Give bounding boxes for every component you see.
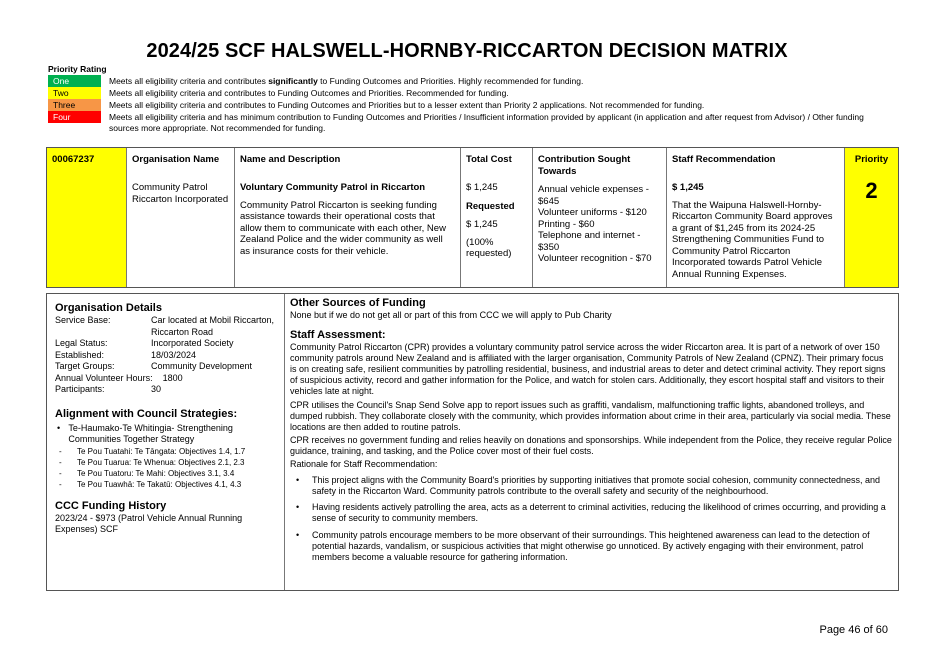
rating-desc-one: Meets all eligibility criteria and contributes significantly to Funding Outcomes and Priorities. Highly recommended for funding. — [109, 76, 584, 86]
rating-row-one — [48, 75, 879, 87]
funding-history-text: 2023/24 - $973 (Patrol Vehicle Annual Running Expenses) SCF — [55, 512, 243, 534]
staff-recommendation-text: That the Waipuna Halswell-Hornby-Riccarton Community Board approves a grant of $1,245 from its 2024-25 Strengthening Communities Fund to Community Patrol Riccarton Incorporated towards Patrol Vehicle Annual Running Expenses. — [672, 199, 833, 280]
staff-recommendation-cell — [667, 148, 845, 287]
priority-value: 2 — [865, 178, 878, 203]
staff-recommendation-header: Staff Recommendation — [672, 154, 776, 165]
organisation-name: Community Patrol Riccarton Incorporated — [132, 182, 229, 205]
contribution-list — [538, 184, 661, 265]
rating-row-four — [48, 111, 879, 134]
funding-history-heading: CCC Funding History — [55, 499, 167, 512]
priority-cell — [845, 148, 898, 287]
other-sources-heading: Other Sources of Funding — [290, 297, 426, 309]
name-description-header: Name and Description — [240, 154, 341, 165]
assessment-column — [285, 294, 898, 590]
staff-assessment-heading: Staff Assessment: — [290, 329, 386, 342]
detail-row: Participants: 30 — [55, 384, 162, 394]
contribution-item: Annual vehicle expenses - $645 — [538, 184, 649, 207]
organisation-cell — [127, 148, 235, 287]
rating-swatch-four: Four — [48, 111, 101, 123]
contribution-item: Volunteer recognition - $70 — [538, 253, 652, 264]
strategies-heading: Alignment with Council Strategies: — [55, 407, 238, 420]
other-sources-text: None but if we do not get all or part of this from CCC we will apply to Pub Charity — [290, 310, 612, 320]
detail-row: Legal Status: Incorporated Society — [55, 338, 234, 348]
rationale-bullet: • Having residents actively patrolling the area, acts as a deterrent to criminal activities, reducing the likelihood of crimes occurring, and providing a sense of security to community members. — [296, 502, 886, 524]
priority-header: Priority — [854, 154, 889, 165]
detail-row: Established: 18/03/2024 — [55, 349, 197, 360]
strategy-item: - Te Pou Tuarua: Te Whenua: Objectives 2.1, 2.3 — [59, 457, 245, 467]
rationale-bullet: • Community patrols encourage members to be more observant of their surroundings. This heightened awareness can lead to the detection of potential hazards, vandalism, or suspicious activities that might otherwise go unnoticed. By actively engaging with their environment, patrol members become a valuable resource for gathering information. — [296, 529, 870, 562]
rating-swatch-two: Two — [48, 87, 101, 99]
total-cost-cell — [461, 148, 533, 287]
contribution-item: Printing - $60 — [538, 218, 595, 230]
contribution-cell — [533, 148, 667, 287]
assessment-paragraph: CPR utilises the Council's Snap Send Solve app to report issues such as graffiti, vandalism, malfunctioning traffic lights, abandoned trolleys, and dumped rubbish. They collaborate closely with the community, which provides information about crime in their area, particularly via social media. These locations are then added to routine patrols. — [290, 399, 891, 432]
requested-percentage: (100% requested) — [466, 236, 512, 259]
assessment-paragraph: CPR receives no government funding and relies heavily on donations and sponsorships. While independent from the Police, they receive regular Police guidance, training, and tasking, and the Police cover most of their fuel costs. — [290, 434, 892, 456]
page-title: 2024/25 SCF HALSWELL-HORNBY-RICCARTON DECISION MATRIX — [146, 40, 788, 62]
detail-row: Annual Volunteer Hours: 1800 — [55, 372, 183, 383]
rating-swatch-three: Three — [48, 99, 101, 111]
page-number: Page 46 of 60 — [819, 624, 888, 636]
rationale-bullet: • This project aligns with the Community Board's priorities by supporting initiatives that promote social cohesion, community connectedness, and safety in the Riccarton Ward. Community patrols contribute to the overall safety and security of the neighbourhood. — [296, 475, 880, 497]
rating-row-three — [48, 99, 879, 111]
organisation-details-column — [47, 294, 285, 590]
contribution-item: Telephone and internet - $350 — [538, 230, 641, 253]
project-description: Community Patrol Riccarton is seeking funding assistance towards their operational costs that allow them to communicate with each other, New Zealand Police and the wider community as well as insurance costs for their vehicle. — [240, 199, 446, 257]
details-table — [46, 293, 899, 591]
strategy-item: - Te Pou Tuatahi: Te Tāngata: Objectives 1.4, 1.7 — [59, 446, 246, 456]
name-description-cell — [235, 148, 461, 287]
strategy-main: • Te-Haumako-Te Whitingia- Strengthening Communities Together Strategy — [57, 422, 233, 444]
staff-recommendation-amount: $ 1,245 — [672, 182, 704, 193]
organisation-details-heading: Organisation Details — [55, 302, 162, 314]
application-summary-table — [46, 147, 899, 288]
contribution-header: Contribution Sought Towards — [538, 154, 631, 177]
rating-desc-three: Meets all eligibility criteria and contributes to Funding Outcomes and Priorities but to a lesser extent than Priority 2 applications. Not recommended for funding. — [109, 100, 705, 110]
requested-label: Requested — [466, 200, 515, 212]
rating-row-two — [48, 87, 879, 99]
requested-amount: $ 1,245 — [466, 218, 498, 230]
priority-rating-heading: Priority Rating — [48, 64, 107, 74]
detail-row: Service Base: Car located at Mobil Riccarton, Riccarton Road — [55, 315, 275, 337]
organisation-header: Organisation Name — [132, 154, 220, 165]
rating-desc-four: Meets all eligibility criteria and has minimum contribution to Funding Outcomes and Priorities / Insufficient information provided by applicant (in application and after request from Advisor) / Other funding sources more appropriate. Not recommended for funding. — [109, 112, 864, 133]
total-cost-value: $ 1,245 — [466, 182, 498, 193]
rationale-heading: Rationale for Staff Recommendation: — [290, 459, 438, 470]
detail-row: Target Groups: Community Development — [55, 361, 253, 371]
project-title: Voluntary Community Patrol in Riccarton — [240, 182, 426, 193]
rating-desc-two: Meets all eligibility criteria and contributes to Funding Outcomes and Priorities. Recommended for funding. — [109, 88, 509, 98]
contribution-item: Volunteer uniforms - $120 — [538, 207, 647, 218]
strategy-item: - Te Pou Tuatoru: Te Mahi: Objectives 3.1, 3.4 — [59, 468, 235, 478]
strategy-item: - Te Pou Tuawhā: Te Takatū: Objectives 4.1, 4.3 — [59, 479, 242, 489]
application-id-cell — [47, 148, 127, 287]
application-id: 00067237 — [52, 154, 95, 165]
assessment-paragraph: Community Patrol Riccarton (CPR) provides a voluntary community patrol service across the wider Riccarton area. It is part of a network of over 150 community patrols around New Zealand and is affiliated with the larger organisation, Community Patrols of New Zealand (CPNZ). Their primary focus is on creating safe, resilient communities by patrolling residential, business, and industrial areas to deter and detect criminal activity. They report signs of suspicious activity, record and gather information for the Police, and watch for stolen cars. Additionally, they escort hospital staff and visitors to their vehicles late at night. — [290, 342, 886, 397]
rating-swatch-one: One — [48, 75, 101, 87]
total-cost-header: Total Cost — [466, 154, 512, 165]
